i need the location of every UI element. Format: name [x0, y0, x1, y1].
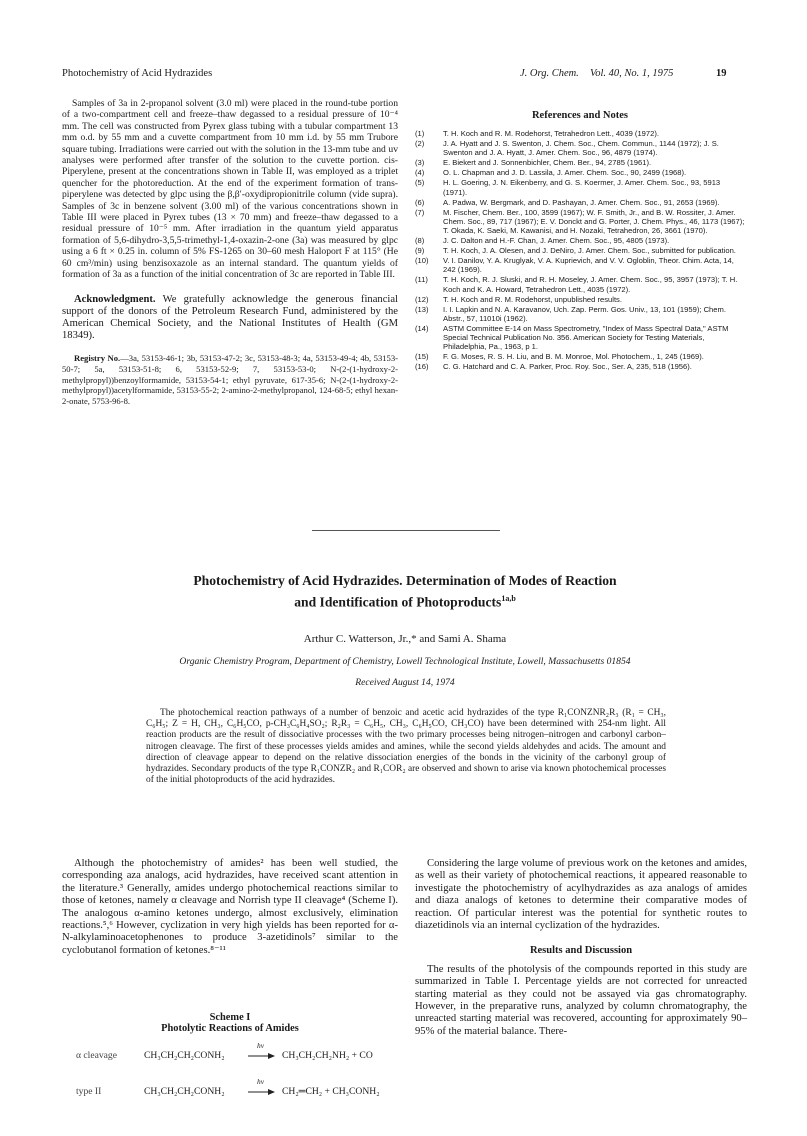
reference-number: (4) — [415, 168, 425, 178]
reference-number: (14) — [415, 323, 429, 333]
scheme-products-alpha: CH₃CH₂CH₂NH₂ + CO — [282, 1050, 373, 1061]
scheme-subtitle: Photolytic Reactions of Amides — [161, 1023, 299, 1034]
references-section — [415, 98, 745, 372]
lower-right-column — [415, 858, 747, 1038]
reference-item — [415, 256, 745, 274]
scheme-reactant-type-ii: CH₃CH₂CH₂CONH₂ — [144, 1086, 225, 1097]
reference-item — [415, 236, 745, 245]
title-footnote-marker: 1a,b — [501, 594, 516, 603]
intro-text: Although the photochemistry of amides² has been well studied, the corresponding aza analogs, acid hydrazides, have received scant attention in the literature.³ Generally, amides undergo photochemical reactions similar to those of ketones, namely α cleavage and Norrish type II cleavage⁴ (Scheme I). The analogous α-amino ketones undergo, almost exclusively, elimination reactions.⁵,⁶ However, cyclization in very high yields has been reported for α-N-alkylaminoacetophenones to produce 3-azetidinols⁷ similar to the cyclobutanol formation of ketones.⁸⁻¹¹ — [62, 858, 398, 956]
acknowledgment-label: Acknowledgment. — [74, 293, 156, 305]
scheme-reactant-alpha: CH₃CH₂CH₂CONH₂ — [144, 1050, 225, 1061]
reference-number: (10) — [415, 256, 429, 266]
acknowledgment-text: We gratefully acknowledge the generous financial support of the donors of the Petroleum Research Fund, administered by the American Chemical Society, and the National Institutes of Health (GM 18349). — [62, 293, 398, 342]
reference-text: C. G. Hatchard and C. A. Parker, Proc. Roy. Soc., Ser. A, 235, 518 (1956). — [443, 362, 692, 372]
reference-text: E. Biekert and J. Sonnenbichler, Chem. Ber., 94, 2785 (1961). — [443, 158, 652, 168]
reference-item — [415, 168, 745, 177]
reference-text: T. H. Koch, R. J. Sluski, and R. H. Moseley, J. Amer. Chem. Soc., 95, 3957 (1973); T. H. Koch and K. A. Howard, Tetrahedron Lett., 4035 (1972). — [443, 275, 738, 294]
reference-item — [415, 324, 745, 351]
references-list — [415, 129, 745, 371]
reference-item — [415, 158, 745, 167]
article-separator — [312, 530, 500, 531]
registry-numbers — [62, 353, 398, 406]
reference-number: (1) — [415, 129, 425, 138]
reference-item — [415, 275, 745, 293]
intro-paragraph — [62, 858, 398, 957]
motivation-paragraph: Considering the large volume of previous work on the ketones and amides, as well as their variety of photochemical reactions, it appeared reasonable to investigate the photochemistry of acylhydrazides as aza analogs of amides and diaza analogs of ketones to determine their comparative modes of reaction. Of particular interest was the potential for synthetic routes to diazetidinols via an internal cyclization of the hydrazides. — [415, 858, 747, 932]
scheme-row-alpha-cleavage — [76, 1041, 406, 1068]
reference-item — [415, 198, 745, 207]
reference-number: (15) — [415, 352, 429, 362]
affiliation: Organic Chemistry Program, Department of Chemistry, Lowell Technological Institute, Lowell, Massachusetts 01854 — [179, 656, 631, 667]
received-date: Received August 14, 1974 — [355, 677, 455, 688]
reference-number: (3) — [415, 158, 425, 168]
reference-number: (13) — [415, 304, 429, 314]
abstract: The photochemical reaction pathways of a number of benzoic and acetic acid hydrazides of the type R₁CONZNR₂R₃ (R₁ = CH₃, C₆H₅; Z = H, CH₃, C₆H₅CO, p-CH₃C₆H₄SO₂; R₂R₃ = C₆H₅, CH₃, C₆H₅CO, CH₃CO) have been determined with 254-nm light. All reaction products are the result of dissociative processes with the two primary processes being nitrogen–nitrogen and carbonyl carbon–nitrogen cleavage. The first of these processes yields amides and amines, while the second yields aldehydes and acids. The amount and direction of cleavage appear to depend on the relative dissociation energies of the bonds in the vicinity of the carbonyl group of hydrazides. Secondary products of the type R₁CONZR₂ and R₁COR₂ are observed and shown to arise via known photochemical processes of the initial photoproducts of the acid hydrazides. — [146, 708, 666, 786]
reaction-arrow-icon — [248, 1088, 276, 1096]
authors: Arthur C. Watterson, Jr.,* and Sami A. Shama — [303, 633, 507, 645]
references-heading: References and Notes — [531, 110, 629, 121]
upper-left-column — [62, 98, 398, 406]
reference-text: ASTM Committee E-14 on Mass Spectrometry, "Index of Mass Spectral Data," ASTM Special Technical Publication No. 356. American Society for Testing Materials, Philadelphia, Pa., 1963, p 1. — [443, 323, 729, 352]
acknowledgment — [62, 294, 398, 343]
reference-item — [415, 362, 745, 371]
scheme-heading — [62, 1012, 398, 1034]
hv-label-type-ii: hν — [257, 1077, 265, 1086]
scheme-row-type-ii — [76, 1077, 406, 1104]
results-heading: Results and Discussion — [529, 945, 633, 957]
reference-item — [415, 139, 745, 157]
article-title-line2: and Identification of Photoproducts$^{1a,b}$ — [294, 594, 516, 610]
reference-number: (8) — [415, 236, 425, 246]
reference-item — [415, 178, 745, 196]
hv-label-alpha: hν — [257, 1041, 265, 1050]
reference-number: (6) — [415, 197, 425, 207]
reaction-arrow-icon — [248, 1052, 276, 1060]
reference-item — [415, 295, 745, 304]
scheme-title: Scheme I — [209, 1012, 251, 1023]
reference-item — [415, 129, 745, 138]
reference-number: (12) — [415, 294, 429, 304]
reference-number: (5) — [415, 178, 425, 188]
reference-text: J. A. Hyatt and J. S. Swenton, J. Chem. Soc., Chem. Commun., 1144 (1972); J. S. Swenton and J. A. Hyatt, J. Amer. Chem. Soc., 96, 4879 (1974). — [443, 139, 719, 158]
reference-text: T. H. Koch and R. M. Rodehorst, Tetrahedron Lett., 4039 (1972). — [443, 129, 659, 138]
reference-text: H. L. Goering, J. N. Eikenberry, and G. S. Koermer, J. Amer. Chem. Soc., 93, 5913 (1971). — [443, 178, 721, 197]
reference-text: V. I. Danilov, Y. A. Kruglyak, V. A. Kuprievich, and V. V. Ogloblin, Theor. Chim. Acta, 14, 242 (1969). — [443, 256, 734, 275]
reference-number: (2) — [415, 139, 425, 149]
journal-volume: Vol. 40, No. 1, 1975 — [590, 68, 674, 79]
results-paragraph: The results of the photolysis of the compounds reported in this study are summarized in Table I. Percentage yields are not corrected for unreacted starting material as they could not be assayed via gas chromatography. However, in the preparative runs, analyzed by column chromatography, the unreacted starting material was recovered, accounting for approximately 90–95% of the material balance. There- — [415, 963, 747, 1037]
scheme-label-alpha: α cleavage — [76, 1050, 117, 1061]
scheme-label-type-ii: type II — [76, 1086, 102, 1097]
scheme-products-type-ii: CH₂═CH₂ + CH₃CONH₂ — [282, 1086, 380, 1097]
reference-item — [415, 246, 745, 255]
reference-number: (11) — [415, 275, 428, 285]
reference-number: (7) — [415, 207, 425, 217]
reference-text: O. L. Chapman and J. D. Lassila, J. Amer. Chem. Soc., 90, 2499 (1968). — [443, 168, 687, 178]
running-header-title: Photochemistry of Acid Hydrazides — [62, 68, 213, 79]
reference-text: I. I. Lapkin and N. A. Karavanov, Uch. Zap. Perm. Gos. Univ., 13, 101 (1959); Chem. Abstr., 57, 11010i (1962). — [443, 304, 726, 323]
reference-item — [415, 305, 745, 323]
registry-text: —3a, 53153-46-1; 3b, 53153-47-2; 3c, 53153-48-3; 4a, 53153-49-4; 4b, 53153-50-7; 5a, 53153-51-8; 6, 53153-52-9; 7, 53153-53-0; N-(2-(1-hydroxy-2-methylpropyl))benzoylformamide, 53153-54-1; ethyl pyruvate, 617-35-6; N-(2-(1-hydroxy-2-methylpropyl))acetylformamide, 53153-55-2; 2-amino-2-methylpropanol, 124-68-5; ethyl hexan-2-onate, 5753-96-8. — [62, 353, 399, 406]
reference-number: (16) — [415, 362, 429, 372]
experimental-paragraph: Samples of 3a in 2-propanol solvent (3.0 ml) were placed in the round-tube portion of a two-compartment cell and freeze–thaw degassed to a residual pressure of 10⁻⁴ mm. The cell was constructed from Pyrex glass tubing with a tubular compartment 13 mm o.d. by 55 mm and a cuvette compartment from 10 mm i.d. by 55 mm Trubore square tubing. Irradiations were carried out with the solution in the 13-mm tube and uv analyses were performed after transfer of the solution to the cuvette portion. cis-Piperylene, present at the concentrations shown in Table II, was employed as a triplet quencher for the photoreduction. At the end of the experiment formation of trans-piperylene was detected by glpc using the β,β′-oxydipropionitrile column (vide supra). Samples of 3c in benzene solvent (3.00 ml) of the various concentrations shown in Table III were placed in Pyrex tubes (13 × 70 mm) and freeze–thaw degassed to a residual pressure of 10⁻⁵ mm. After irradiation in the quantum yield apparatus formation of 5,6-dihydro-3,5,5-trimethyl-1,4-oxazin-2-one (3a) was measured by glpc using a 6 ft × 0.25 in. column of 5% FS-1265 on 30–60 mesh Haloport F at 115° (He 60 cm³/min) using benzisoxazole as an internal standard. The quantum yields of formation of 3a as a function of the initial concentration of 3c are reported in Table III. — [62, 98, 398, 281]
page-number: 19 — [716, 68, 727, 79]
article-title — [40, 572, 770, 612]
reference-text: F. G. Moses, R. S. H. Liu, and B. M. Monroe, Mol. Photochem., 1, 245 (1969). — [443, 352, 704, 362]
article-title-line1: Photochemistry of Acid Hydrazides. Determination of Modes of Reaction — [193, 573, 617, 588]
reference-text: A. Padwa, W. Bergmark, and D. Pashayan, J. Amer. Chem. Soc., 91, 2653 (1969). — [443, 197, 720, 207]
registry-label: Registry No. — [74, 353, 121, 364]
reference-text: T. H. Koch, J. A. Olesen, and J. DeNiro, J. Amer. Chem. Soc., submitted for publication. — [443, 246, 736, 256]
reference-item — [415, 208, 745, 235]
journal-name: J. Org. Chem. — [520, 68, 579, 79]
reference-number: (9) — [415, 246, 425, 256]
reference-text: T. H. Koch and R. M. Rodehorst, unpublished results. — [443, 294, 622, 304]
reference-text: M. Fischer, Chem. Ber., 100, 3599 (1967); W. F. Smith, Jr., and B. W. Rossiter, J. Amer. Chem. Soc., 89, 717 (1967); E. V. Donckt and G. Porter, J. Chem. Phys., 46, 1173 (1967); T. Okada, K. Saeki, M. Kawanisi, and H. Nozaki, Tetrahedron, 26, 3661 (1970). — [443, 207, 745, 235]
reference-text: J. C. Dalton and H.-F. Chan, J. Amer. Chem. Soc., 95, 4805 (1973). — [443, 236, 670, 246]
reference-item — [415, 352, 745, 361]
